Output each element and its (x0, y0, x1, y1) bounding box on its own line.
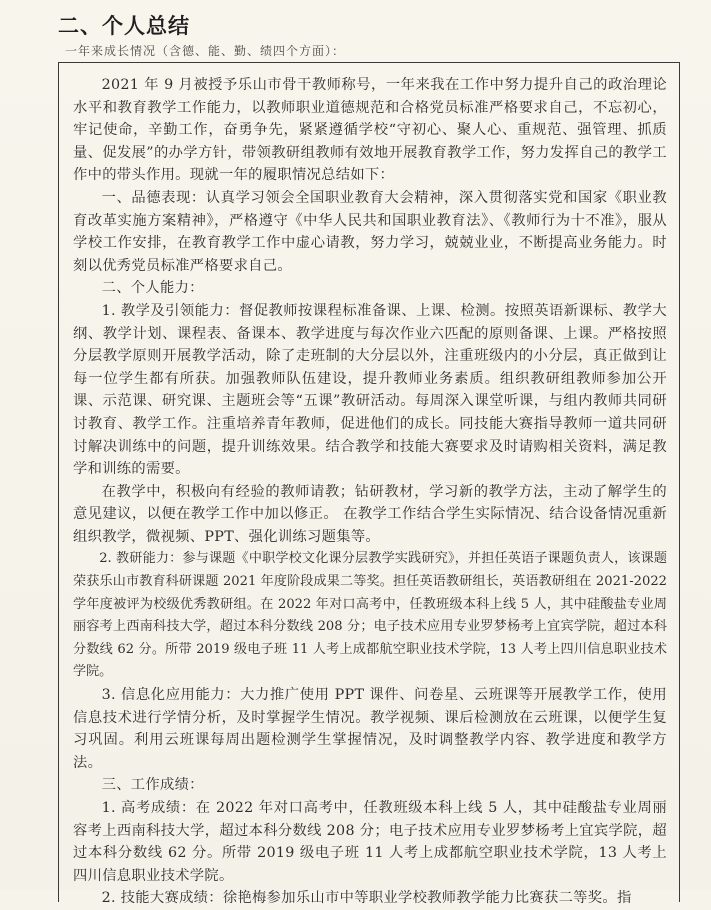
section-subtitle: 一年来成长情况（含德、能、勤、绩四个方面）： (65, 44, 346, 58)
skills-contest-paragraph: 2. 技能大赛成绩：徐艳梅参加乐山市中等职业学校教师教学能力比赛获二等奖。指 (101, 890, 632, 907)
moral-paragraph: 一、品德表现：认真学习领会全国职业教育大会精神，深入贯彻落实党和国家《职业教育改革实施方案精神》，严格遵守《中华人民共和国职业教育法》、《教师行为十不准》，服从学校工作安排，在教育教学工作中虚心请教，努力学习，兢兢业业，不断提高业务能力。时刻以优秀党员标准严格要求自己。 (73, 189, 667, 274)
summary-content-box (58, 62, 680, 907)
teaching-ability-paragraph: 1. 教学及引领能力：督促教师按课程标准备课、上课、检测。按照英语新课标、教学大纲、教学计划、课程表、备课本、教学进度与每次作业六匹配的原则备课、上课。严格按照分层教学原则开展教学活动，除了走班制的大分层以外，注重班级内的小分层，真正做到让每一位学生都有所获。加强教师队伍建设，提升教师业务素质。组织教研组教师参加公开课、示范课、研究课、主题班会等“五课”教研活动。每周深入课堂听课，与组内教师共同研讨教育、教学工作。注重培养青年教师，促进他们的成长。同技能大赛指导教师一道共同研讨解决训练中的问题，提升训练效果。结合教学和技能大赛要求及时请购相关资料，满足教学和训练的需要。 (73, 302, 667, 478)
section-title: 二、个人总结 (58, 14, 190, 38)
research-ability-paragraph: 2. 教研能力：参与课题《中职学校文化课分层教学实践研究》，并担任英语子课题负责人，该课题荣获乐山市教育科研课题 2021 年度阶段成果二等奖。担任英语教研组长，英语教研组在 2021-2022 学年度被评为校级优秀教研组。在 2022 年对口高考中，任教班级本科上线 5 人，其中硅酸盐专业周丽容考上西南科技大学，超过本科分数线 208 分；电子技术应用专业罗梦杨考上宜宾学院，超过本科分数线 62 分。所带 2019 级电子班 11 人考上成都航空职业技术学院，13 人考上四川信息职业技术学院。 (73, 551, 667, 680)
teaching-method-paragraph: 在教学中，积极向有经验的教师请教；钻研教材，学习新的教学方法，主动了解学生的意见建议，以便在教学工作中加以修正。 在教学工作结合学生实际情况、结合设备情况重新组织教学，微视频、PPT、强化训练习题集等。 (73, 483, 667, 545)
achievements-heading: 三、工作成绩： (101, 777, 204, 794)
it-ability-paragraph: 3. 信息化应用能力：大力推广使用 PPT 课件、问卷星、云班课等开展教学工作，使用信息技术进行学情分析，及时掌握学生情况。教学视频、课后检测放在云班课，以便学生复习巩固。利用云班课每周出题检测学生掌握情况，及时调整教学内容、教学进度和教学方法。 (73, 687, 667, 771)
ability-heading: 二、个人能力： (101, 280, 204, 297)
exam-results-paragraph: 1. 高考成绩：在 2022 年对口高考中，任教班级本科上线 5 人，其中硅酸盐专业周丽容考上西南科技大学，超过本科分数线 208 分；电子技术应用专业罗梦杨考上宜宾学院，超过本科分数线 62 分。所带 2019 级电子班 11 人考上成都航空职业技术学院，13 人考上四川信息职业技术学院。 (73, 800, 667, 884)
intro-paragraph: 2021 年 9 月被授予乐山市骨干教师称号，一年来我在工作中努力提升自己的政治理论水平和教育教学工作能力，以教师职业道德规范和合格党员标准严格要求自己，不忘初心，牢记使命，辛勤工作，奋勇争先，紧紧遵循学校“守初心、聚人心、重规范、强管理、抓质量、促发展”的办学方针，带领教研组教师有效地开展教育教学工作，努力发挥自己的教学工作中的带头作用。现就一年的履职情况总结如下： (73, 77, 667, 184)
